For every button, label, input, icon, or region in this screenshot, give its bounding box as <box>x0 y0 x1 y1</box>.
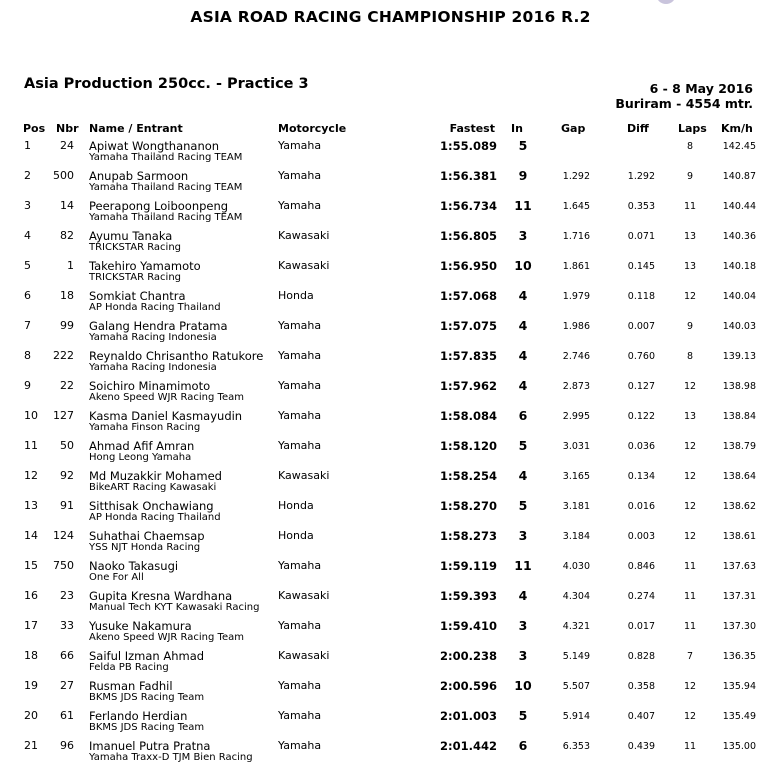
diff-cell: 0.353 <box>627 201 655 212</box>
motorcycle-cell: Yamaha <box>278 349 322 362</box>
position-cell: 9 <box>24 379 31 392</box>
position-cell: 5 <box>24 259 31 272</box>
diff-cell: 0.439 <box>627 741 655 752</box>
number-cell: 27 <box>60 679 74 692</box>
table-row <box>0 467 781 497</box>
number-cell: 22 <box>60 379 74 392</box>
motorcycle-cell: Yamaha <box>278 169 322 182</box>
rider-name: Anupab Sarmoon <box>89 169 189 183</box>
rider-name: Md Muzakkir Mohamed <box>89 469 222 483</box>
gap-cell: 5.507 <box>562 681 590 692</box>
number-cell: 750 <box>53 559 74 572</box>
diff-cell: 0.036 <box>627 441 655 452</box>
position-cell: 21 <box>24 739 38 752</box>
gap-cell: 3.031 <box>562 441 590 452</box>
laps-cell: 12 <box>683 501 697 512</box>
table-row <box>0 137 781 167</box>
gap-cell: 3.184 <box>562 531 590 542</box>
diff-cell: 0.145 <box>627 261 655 272</box>
event-venue: Buriram - 4554 mtr. <box>615 96 753 111</box>
position-cell: 10 <box>24 409 38 422</box>
position-cell: 17 <box>24 619 38 632</box>
gap-cell: 4.030 <box>562 561 590 572</box>
diff-cell: 0.016 <box>627 501 655 512</box>
fastest-lap-cell: 1:59.393 <box>440 589 497 603</box>
rider-name: Yusuke Nakamura <box>89 619 192 633</box>
in-lap-cell: 5 <box>518 138 528 153</box>
rider-name: Soichiro Minamimoto <box>89 379 211 393</box>
rider-name: Ferlando Herdian <box>89 709 188 723</box>
fastest-lap-cell: 2:00.596 <box>440 679 497 693</box>
in-lap-cell: 11 <box>514 558 532 573</box>
in-lap-cell: 5 <box>518 708 528 723</box>
in-lap-cell: 3 <box>518 228 528 243</box>
table-row <box>0 347 781 377</box>
rider-name: Ahmad Afif Amran <box>89 439 195 453</box>
in-lap-cell: 3 <box>518 618 528 633</box>
page-title: ASIA ROAD RACING CHAMPIONSHIP 2016 R.2 <box>190 8 591 26</box>
speed-cell: 142.45 <box>722 141 756 152</box>
in-lap-cell: 4 <box>518 468 528 483</box>
table-row <box>0 197 781 227</box>
rider-name: Sitthisak Onchawiang <box>89 499 214 513</box>
position-cell: 14 <box>24 529 38 542</box>
position-cell: 15 <box>24 559 38 572</box>
speed-cell: 138.98 <box>722 381 756 392</box>
table-row <box>0 677 781 707</box>
motorcycle-cell: Honda <box>278 499 314 512</box>
speed-cell: 140.04 <box>722 291 756 302</box>
header-laps: Laps <box>678 122 707 135</box>
gap-cell: 2.995 <box>562 411 590 422</box>
number-cell: 91 <box>60 499 74 512</box>
motorcycle-cell: Yamaha <box>278 559 322 572</box>
table-row <box>0 647 781 677</box>
entrant-name: Akeno Speed WJR Racing Team <box>89 392 244 403</box>
number-cell: 1 <box>67 259 74 272</box>
fastest-lap-cell: 1:56.805 <box>440 229 497 243</box>
in-lap-cell: 4 <box>518 588 528 603</box>
diff-cell: 0.846 <box>627 561 655 572</box>
diff-cell: 0.122 <box>627 411 655 422</box>
in-lap-cell: 4 <box>518 318 528 333</box>
motorcycle-cell: Yamaha <box>278 679 322 692</box>
speed-cell: 137.63 <box>722 561 756 572</box>
in-lap-cell: 9 <box>518 168 528 183</box>
entrant-name: YSS NJT Honda Racing <box>89 542 201 553</box>
header-nbr: Nbr <box>56 122 79 135</box>
entrant-name: BKMS JDS Racing Team <box>89 722 205 733</box>
table-row <box>0 227 781 257</box>
fastest-lap-cell: 2:00.238 <box>440 649 497 663</box>
position-cell: 8 <box>24 349 31 362</box>
gap-cell: 2.873 <box>562 381 590 392</box>
speed-cell: 137.30 <box>722 621 756 632</box>
entrant-name: BKMS JDS Racing Team <box>89 692 205 703</box>
entrant-name: TRICKSTAR Racing <box>89 272 182 283</box>
speed-cell: 140.87 <box>722 171 756 182</box>
table-row <box>0 407 781 437</box>
number-cell: 24 <box>60 139 74 152</box>
header-motorcycle: Motorcycle <box>278 122 347 135</box>
rider-name: Imanuel Putra Pratna <box>89 739 211 753</box>
table-row <box>0 287 781 317</box>
fastest-lap-cell: 1:59.410 <box>440 619 497 633</box>
entrant-name: AP Honda Racing Thailand <box>89 302 221 313</box>
number-cell: 96 <box>60 739 74 752</box>
table-row <box>0 617 781 647</box>
position-cell: 3 <box>24 199 31 212</box>
motorcycle-cell: Yamaha <box>278 739 322 752</box>
header-name: Name / Entrant <box>89 122 183 135</box>
speed-cell: 135.94 <box>722 681 756 692</box>
rider-name: Saiful Izman Ahmad <box>89 649 205 663</box>
fastest-lap-cell: 1:58.120 <box>440 439 497 453</box>
motorcycle-cell: Kawasaki <box>278 259 330 272</box>
fastest-lap-cell: 1:58.270 <box>440 499 497 513</box>
number-cell: 500 <box>53 169 74 182</box>
session-title: Asia Production 250cc. - Practice 3 <box>24 76 309 92</box>
fastest-lap-cell: 1:57.075 <box>440 319 497 333</box>
table-row <box>0 317 781 347</box>
rider-name: Gupita Kresna Wardhana <box>89 589 233 603</box>
fastest-lap-cell: 1:58.254 <box>440 469 497 483</box>
rider-name: Somkiat Chantra <box>89 289 186 303</box>
gap-cell: 4.304 <box>562 591 590 602</box>
speed-cell: 138.61 <box>722 531 756 542</box>
motorcycle-cell: Kawasaki <box>278 469 330 482</box>
in-lap-cell: 4 <box>518 378 528 393</box>
fastest-lap-cell: 1:58.084 <box>440 409 497 423</box>
in-lap-cell: 4 <box>518 288 528 303</box>
laps-cell: 12 <box>683 711 697 722</box>
entrant-name: Akeno Speed WJR Racing Team <box>89 632 244 643</box>
rider-name: Kasma Daniel Kasmayudin <box>89 409 243 423</box>
rider-name: Suhathai Chaemsap <box>89 529 205 543</box>
laps-cell: 11 <box>683 741 697 752</box>
fastest-lap-cell: 2:01.442 <box>440 739 497 753</box>
laps-cell: 11 <box>683 591 697 602</box>
speed-cell: 136.35 <box>722 651 756 662</box>
motorcycle-cell: Yamaha <box>278 619 322 632</box>
number-cell: 99 <box>60 319 74 332</box>
speed-cell: 137.31 <box>722 591 756 602</box>
motorcycle-cell: Yamaha <box>278 199 322 212</box>
speed-cell: 138.64 <box>722 471 756 482</box>
speed-cell: 138.62 <box>722 501 756 512</box>
laps-cell: 9 <box>686 321 694 332</box>
diff-cell: 0.127 <box>627 381 655 392</box>
number-cell: 23 <box>60 589 74 602</box>
in-lap-cell: 4 <box>518 348 528 363</box>
gap-cell: 1.979 <box>562 291 590 302</box>
number-cell: 61 <box>60 709 74 722</box>
number-cell: 18 <box>60 289 74 302</box>
position-cell: 16 <box>24 589 38 602</box>
rider-name: Galang Hendra Pratama <box>89 319 228 333</box>
table-row <box>0 557 781 587</box>
in-lap-cell: 11 <box>514 198 532 213</box>
diff-cell: 0.007 <box>627 321 655 332</box>
entrant-name: Yamaha Traxx-D TJM Bien Racing <box>89 752 253 763</box>
position-cell: 1 <box>24 139 31 152</box>
event-date: 6 - 8 May 2016 <box>649 81 753 96</box>
entrant-name: BikeART Racing Kawasaki <box>89 482 217 493</box>
entrant-name: Yamaha Racing Indonesia <box>89 362 217 373</box>
number-cell: 82 <box>60 229 74 242</box>
gap-cell: 5.914 <box>562 711 590 722</box>
gap-cell: 3.165 <box>562 471 590 482</box>
rider-name: Apiwat Wongthananon <box>89 139 220 153</box>
gap-cell: 3.181 <box>562 501 590 512</box>
speed-cell: 138.79 <box>722 441 756 452</box>
laps-cell: 13 <box>683 411 697 422</box>
laps-cell: 11 <box>683 561 697 572</box>
speed-cell: 140.44 <box>722 201 756 212</box>
entrant-name: Yamaha Thailand Racing TEAM <box>89 152 243 163</box>
gap-cell: 1.292 <box>562 171 590 182</box>
table-row <box>0 257 781 287</box>
gap-cell: 2.746 <box>562 351 590 362</box>
motorcycle-cell: Kawasaki <box>278 649 330 662</box>
position-cell: 7 <box>24 319 31 332</box>
in-lap-cell: 10 <box>514 258 532 273</box>
speed-cell: 139.13 <box>722 351 756 362</box>
diff-cell: 0.071 <box>627 231 655 242</box>
header-fastest: Fastest <box>449 122 495 135</box>
position-cell: 20 <box>24 709 38 722</box>
rider-name: Naoko Takasugi <box>89 559 179 573</box>
entrant-name: Felda PB Racing <box>89 662 169 673</box>
laps-cell: 12 <box>683 291 697 302</box>
motorcycle-cell: Yamaha <box>278 379 322 392</box>
diff-cell: 0.017 <box>627 621 655 632</box>
laps-cell: 12 <box>683 681 697 692</box>
position-cell: 19 <box>24 679 38 692</box>
fastest-lap-cell: 1:58.273 <box>440 529 497 543</box>
fastest-lap-cell: 1:57.962 <box>440 379 497 393</box>
entrant-name: Manual Tech KYT Kawasaki Racing <box>89 602 260 613</box>
diff-cell: 1.292 <box>627 171 655 182</box>
laps-cell: 12 <box>683 381 697 392</box>
position-cell: 6 <box>24 289 31 302</box>
number-cell: 14 <box>60 199 74 212</box>
laps-cell: 13 <box>683 231 697 242</box>
speed-cell: 135.49 <box>722 711 756 722</box>
position-cell: 13 <box>24 499 38 512</box>
header-in: In <box>511 122 523 135</box>
header-pos: Pos <box>23 122 46 135</box>
laps-cell: 11 <box>683 621 697 632</box>
table-header <box>0 122 781 138</box>
entrant-name: Yamaha Thailand Racing TEAM <box>89 212 243 223</box>
header-gap: Gap <box>561 122 586 135</box>
motorcycle-cell: Kawasaki <box>278 589 330 602</box>
fastest-lap-cell: 1:56.734 <box>440 199 497 213</box>
motorcycle-cell: Yamaha <box>278 439 322 452</box>
gap-cell: 4.321 <box>562 621 590 632</box>
entrant-name: One For All <box>89 572 144 583</box>
number-cell: 222 <box>53 349 74 362</box>
table-row <box>0 167 781 197</box>
entrant-name: AP Honda Racing Thailand <box>89 512 221 523</box>
fastest-lap-cell: 1:57.068 <box>440 289 497 303</box>
table-row <box>0 497 781 527</box>
position-cell: 18 <box>24 649 38 662</box>
laps-cell: 12 <box>683 441 697 452</box>
laps-cell: 9 <box>686 171 694 182</box>
laps-cell: 12 <box>683 471 697 482</box>
table-row <box>0 707 781 737</box>
fastest-lap-cell: 1:56.950 <box>440 259 497 273</box>
motorcycle-cell: Honda <box>278 529 314 542</box>
rider-name: Peerapong Loiboonpeng <box>89 199 229 213</box>
in-lap-cell: 6 <box>518 408 528 423</box>
rider-name: Takehiro Yamamoto <box>89 259 201 273</box>
rider-name: Rusman Fadhil <box>89 679 173 693</box>
in-lap-cell: 5 <box>518 438 528 453</box>
position-cell: 4 <box>24 229 31 242</box>
speed-cell: 140.36 <box>722 231 756 242</box>
motorcycle-cell: Yamaha <box>278 319 322 332</box>
diff-cell: 0.003 <box>627 531 655 542</box>
table-row <box>0 587 781 617</box>
header-diff: Diff <box>627 122 649 135</box>
gap-cell: 1.645 <box>562 201 590 212</box>
number-cell: 92 <box>60 469 74 482</box>
diff-cell: 0.358 <box>627 681 655 692</box>
number-cell: 33 <box>60 619 74 632</box>
table-row <box>0 737 781 767</box>
laps-cell: 11 <box>683 201 697 212</box>
entrant-name: Yamaha Thailand Racing TEAM <box>89 182 243 193</box>
motorcycle-cell: Kawasaki <box>278 229 330 242</box>
rider-name: Reynaldo Chrisantho Ratukore <box>89 349 264 363</box>
speed-cell: 138.84 <box>722 411 756 422</box>
gap-cell: 6.353 <box>562 741 590 752</box>
fastest-lap-cell: 2:01.003 <box>440 709 497 723</box>
entrant-name: Hong Leong Yamaha <box>89 452 192 463</box>
number-cell: 66 <box>60 649 74 662</box>
table-row <box>0 527 781 557</box>
speed-cell: 140.18 <box>722 261 756 272</box>
in-lap-cell: 3 <box>518 648 528 663</box>
table-row <box>0 437 781 467</box>
rider-name: Ayumu Tanaka <box>89 229 173 243</box>
entrant-name: Yamaha Racing Indonesia <box>89 332 217 343</box>
number-cell: 50 <box>60 439 74 452</box>
entrant-name: TRICKSTAR Racing <box>89 242 182 253</box>
fastest-lap-cell: 1:57.835 <box>440 349 497 363</box>
diff-cell: 0.118 <box>627 291 655 302</box>
motorcycle-cell: Yamaha <box>278 139 322 152</box>
laps-cell: 7 <box>686 651 694 662</box>
in-lap-cell: 6 <box>518 738 528 753</box>
laps-cell: 13 <box>683 261 697 272</box>
gap-cell: 1.861 <box>562 261 590 272</box>
number-cell: 124 <box>53 529 74 542</box>
motorcycle-cell: Yamaha <box>278 409 322 422</box>
logo-fragment <box>656 0 676 4</box>
laps-cell: 8 <box>686 351 694 362</box>
fastest-lap-cell: 1:59.119 <box>440 559 497 573</box>
in-lap-cell: 5 <box>518 498 528 513</box>
speed-cell: 140.03 <box>722 321 756 332</box>
gap-cell: 1.986 <box>562 321 590 332</box>
fastest-lap-cell: 1:56.381 <box>440 169 497 183</box>
diff-cell: 0.134 <box>627 471 655 482</box>
table-row <box>0 377 781 407</box>
motorcycle-cell: Honda <box>278 289 314 302</box>
position-cell: 12 <box>24 469 38 482</box>
number-cell: 127 <box>53 409 74 422</box>
diff-cell: 0.274 <box>627 591 655 602</box>
speed-cell: 135.00 <box>722 741 756 752</box>
diff-cell: 0.407 <box>627 711 655 722</box>
in-lap-cell: 10 <box>514 678 532 693</box>
motorcycle-cell: Yamaha <box>278 709 322 722</box>
position-cell: 2 <box>24 169 31 182</box>
diff-cell: 0.828 <box>627 651 655 662</box>
laps-cell: 8 <box>686 141 694 152</box>
entrant-name: Yamaha Finson Racing <box>89 422 201 433</box>
fastest-lap-cell: 1:55.089 <box>440 139 497 153</box>
gap-cell: 5.149 <box>562 651 590 662</box>
gap-cell: 1.716 <box>562 231 590 242</box>
laps-cell: 12 <box>683 531 697 542</box>
position-cell: 11 <box>24 439 38 452</box>
diff-cell: 0.760 <box>627 351 655 362</box>
in-lap-cell: 3 <box>518 528 528 543</box>
header-kmh: Km/h <box>721 122 753 135</box>
